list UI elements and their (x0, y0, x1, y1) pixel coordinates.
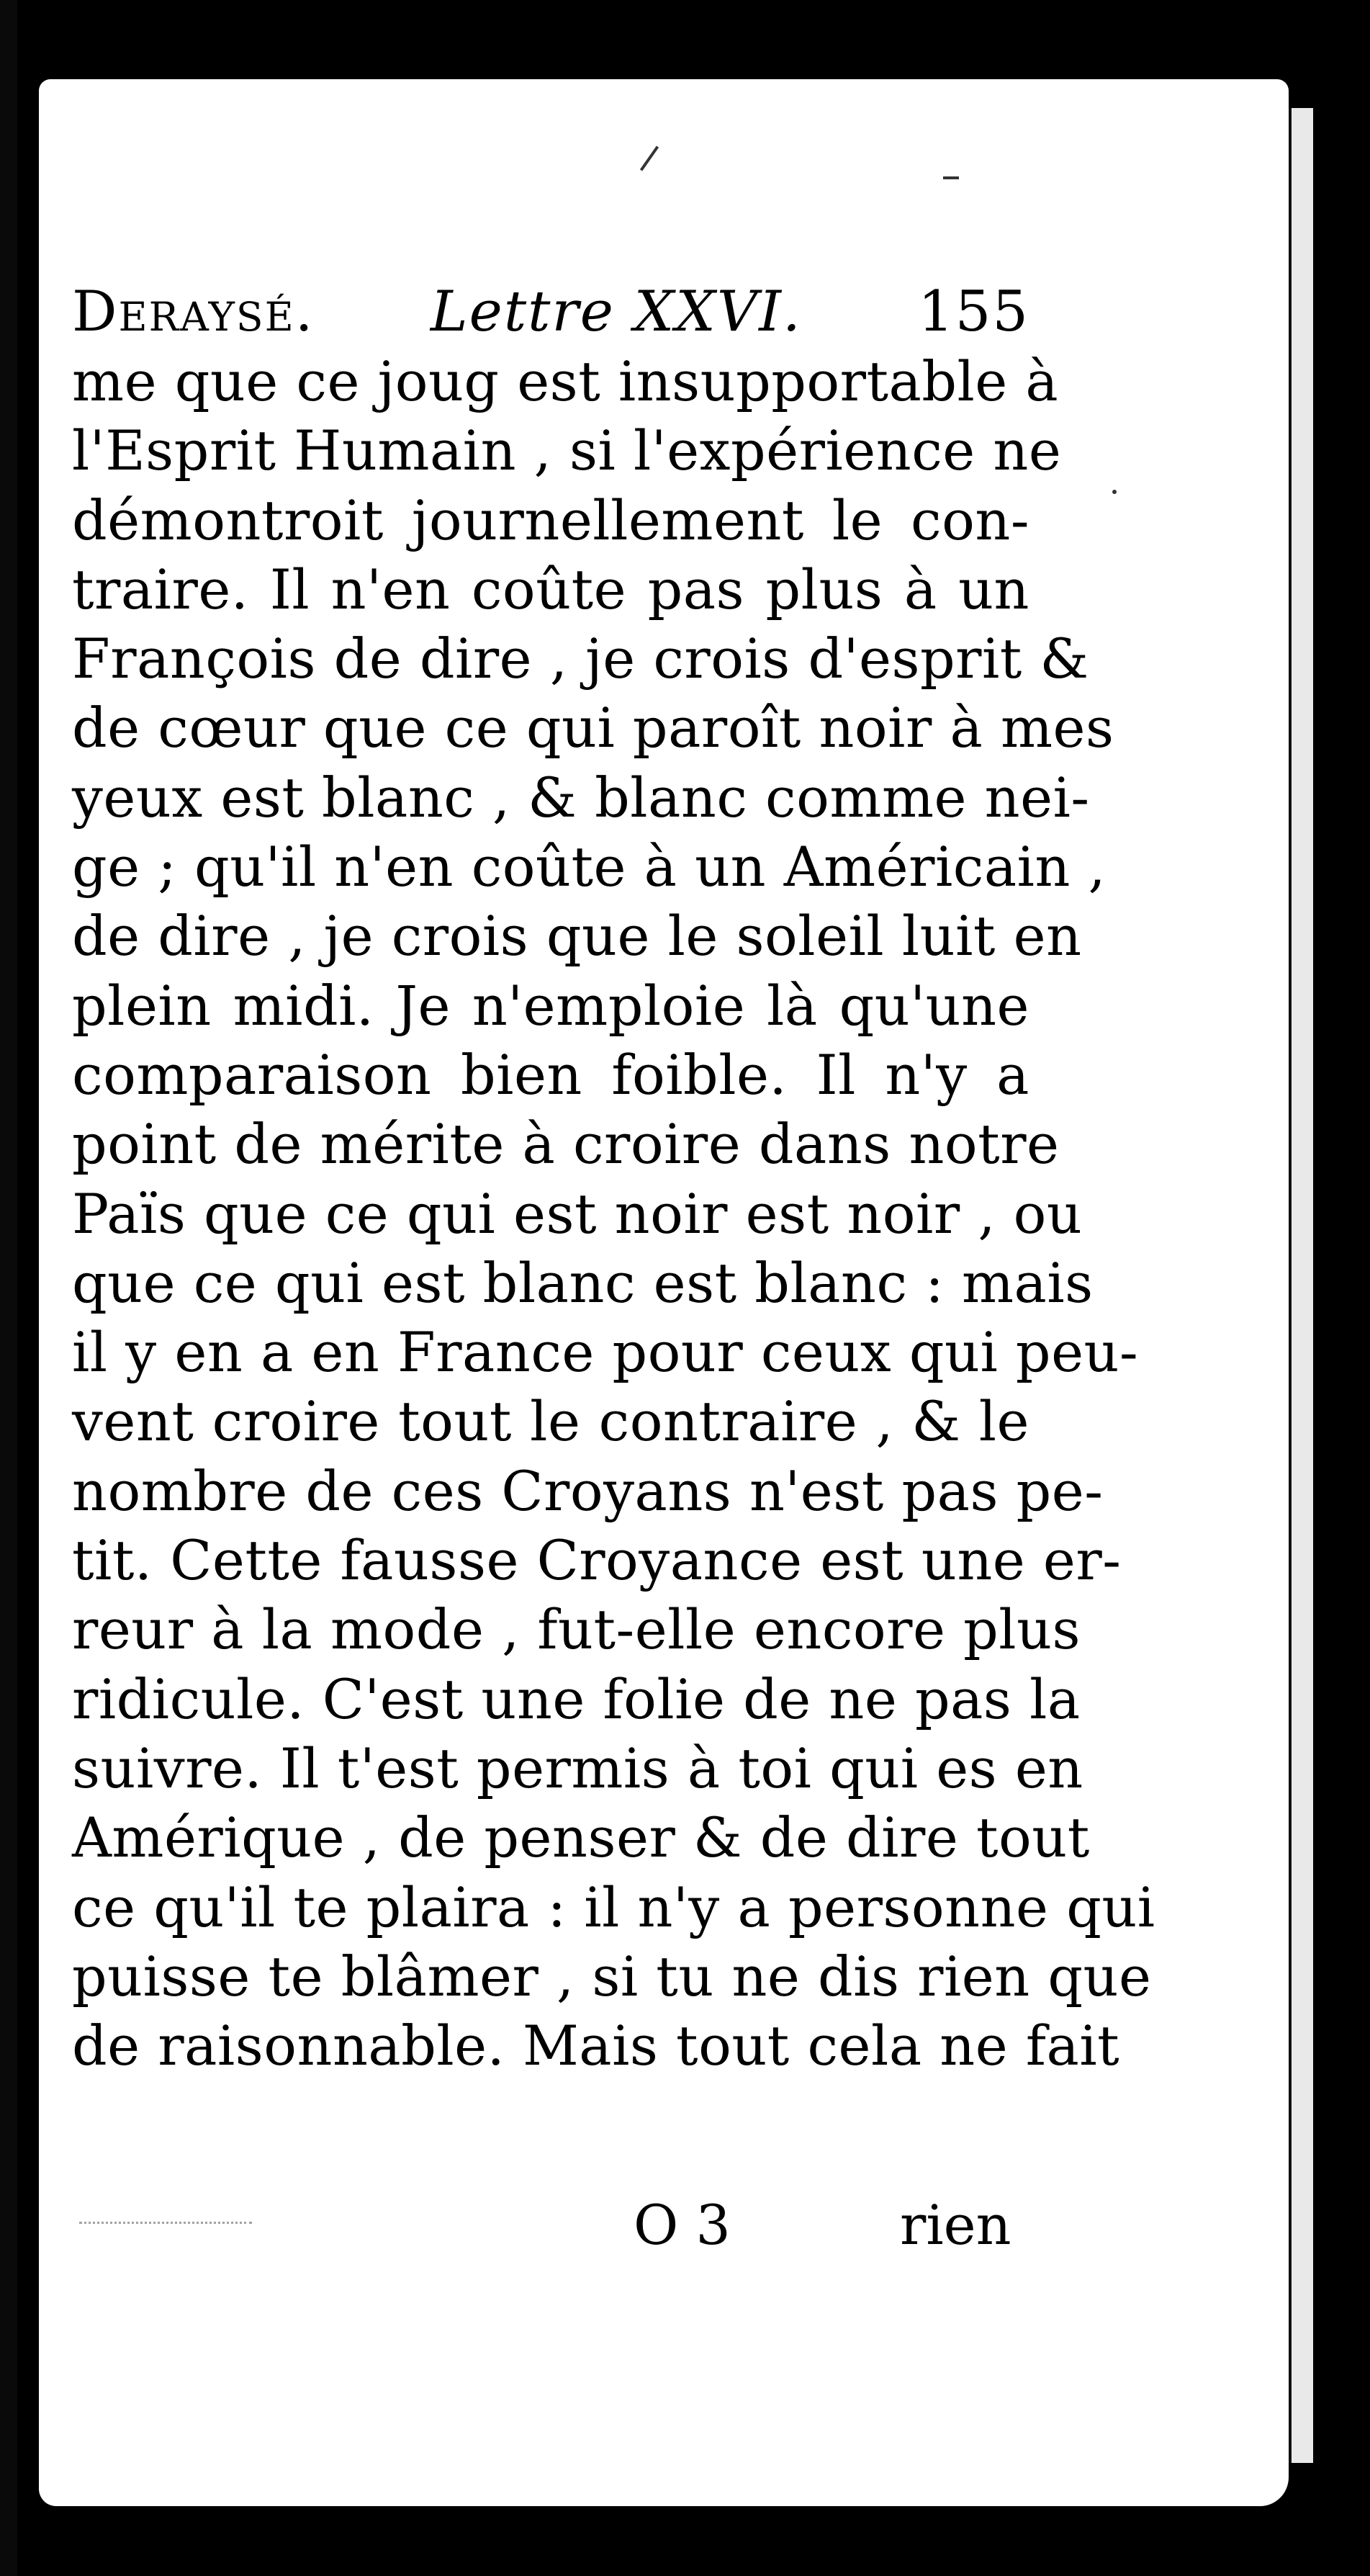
text-line: puisse te blâmer , si tu ne dis rien que (72, 1944, 1152, 2009)
running-head (72, 281, 1029, 343)
text-line: ce qu'il te plaira : il n'y a personne qui (72, 1875, 1155, 1939)
text-line: François de dire , je crois d'esprit & (72, 627, 1089, 691)
text-line: de raisonnable. Mais tout cela ne fait (72, 2014, 1120, 2078)
text-line: plein midi. Je n'emploie là qu'une (72, 973, 1029, 1038)
text-line: démontroit journellement le con- (72, 488, 1029, 552)
text-line: l'Esprit Humain , si l'expérience ne (72, 418, 1062, 483)
stray-mark (1112, 490, 1117, 494)
text-line: de dire , je crois que le soleil luit en (72, 904, 1082, 969)
text-line: point de mérite à croire dans notre (72, 1112, 1060, 1177)
text-line: nombre de ces Croyans n'est pas pe- (72, 1458, 1104, 1523)
text-line: tit. Cette fausse Croyance est une er- (72, 1528, 1122, 1593)
text-line: suivre. Il t'est permis à toi qui es en (72, 1736, 1083, 1800)
catchword: rien (900, 2193, 1011, 2257)
text-line: comparaison bien foible. Il n'y a (72, 1042, 1029, 1107)
text-line: Païs que ce qui est noir est noir , ou (72, 1181, 1083, 1246)
page-text (72, 279, 1155, 2081)
page-number: 155 (918, 279, 1029, 344)
stray-mark (943, 176, 959, 179)
text-line: ridicule. C'est une folie de ne pas la (72, 1666, 1081, 1731)
text-line: que ce qui est blanc est blanc : mais (72, 1250, 1094, 1315)
text-line: il y en a en France pour ceux qui peu- (72, 1320, 1139, 1385)
text-line: yeux est blanc , & blanc comme nei- (72, 765, 1090, 830)
text-line: Amérique , de penser & de dire tout (72, 1805, 1090, 1870)
text-line: reur à la mode , fut-elle encore plus (72, 1597, 1081, 1662)
text-line: de cœur que ce qui paroît noir à mes (72, 696, 1114, 760)
text-line: me que ce joug est insupportable à (72, 349, 1059, 413)
running-title: Deraysé. (72, 279, 315, 344)
page-edge (1289, 108, 1313, 2463)
faded-marking (79, 2222, 252, 2243)
left-edge-shadow (0, 0, 17, 2576)
signature-mark: O 3 (634, 2193, 731, 2257)
text-line: vent croire tout le contraire , & le (72, 1389, 1029, 1454)
text-line: ge ; qu'il n'en coûte à un Américain , (72, 835, 1107, 899)
text-line: traire. Il n'en coûte pas plus à un (72, 557, 1029, 621)
letter-reference: Lettre XXVI. (430, 279, 802, 344)
